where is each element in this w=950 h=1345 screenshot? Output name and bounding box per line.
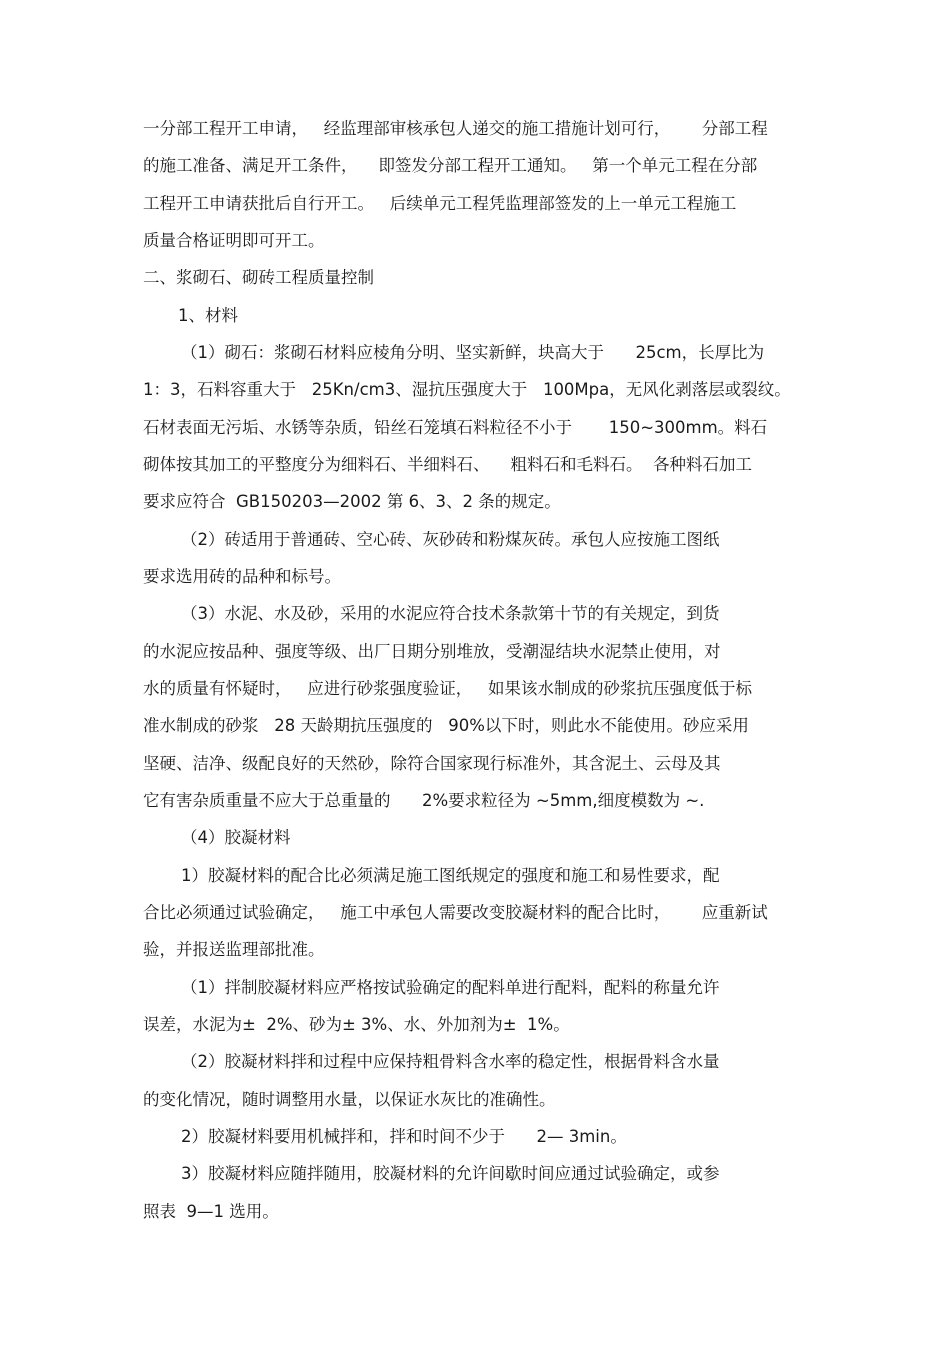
- paragraph-line: （1）拌制胶凝材料应严格按试验确定的配料单进行配料，配料的称量允许: [181, 978, 720, 997]
- paragraph-line: 合比必须通过试验确定， 施工中承包人需要改变胶凝材料的配合比时， 应重新试: [143, 903, 768, 922]
- paragraph-line: 的水泥应按品种、强度等级、出厂日期分别堆放，受潮湿结块水泥禁止使用，对: [143, 642, 721, 661]
- paragraph-line: 误差，水泥为± 2%、砂为± 3%、水、外加剂为± 1%。: [143, 1015, 570, 1034]
- paragraph-line: 质量合格证明即可开工。: [143, 231, 325, 250]
- paragraph-line: 准水制成的砂浆 28 天龄期抗压强度的 90%以下时，则此水不能使用。砂应采用: [143, 716, 749, 735]
- paragraph-line: 砌体按其加工的平整度分为细料石、半细料石、 粗料石和毛料石。 各种料石加工: [143, 455, 752, 474]
- paragraph-line: （2）胶凝材料拌和过程中应保持粗骨料含水率的稳定性，根据骨料含水量: [181, 1052, 720, 1071]
- paragraph-line: 的施工准备、满足开工条件， 即签发分部工程开工通知。 第一个单元工程在分部: [143, 156, 758, 175]
- paragraph-line: 要求选用砖的品种和标号。: [143, 567, 341, 586]
- paragraph-line: 照表 9—1 选用。: [143, 1202, 279, 1221]
- subsection-heading: 1、材料: [178, 306, 238, 325]
- paragraph-line: 2）胶凝材料要用机械拌和，拌和时间不少于 2— 3min。: [181, 1127, 627, 1146]
- paragraph-line: （1）砌石：浆砌石材料应棱角分明、坚实新鲜，块高大于 25cm，长厚比为: [181, 343, 765, 362]
- paragraph-line: 水的质量有怀疑时， 应进行砂浆强度验证， 如果该水制成的砂浆抗压强度低于标: [143, 679, 752, 698]
- paragraph-line: 的变化情况，随时调整用水量，以保证水灰比的准确性。: [143, 1090, 556, 1109]
- paragraph-line: 石材表面无污垢、水锈等杂质，铅丝石笼填石料粒径不小于 150~300mm。料石: [143, 418, 768, 437]
- subsection-heading: （4）胶凝材料: [181, 828, 291, 847]
- paragraph-line: 3）胶凝材料应随拌随用，胶凝材料的允许间歇时间应通过试验确定，或参: [181, 1164, 720, 1183]
- section-heading: 二、浆砌石、砌砖工程质量控制: [143, 268, 374, 287]
- paragraph-line: （2）砖适用于普通砖、空心砖、灰砂砖和粉煤灰砖。承包人应按施工图纸: [181, 530, 720, 549]
- paragraph-line: 工程开工申请获批后自行开工。 后续单元工程凭监理部签发的上一单元工程施工: [143, 194, 737, 213]
- paragraph-line: 1）胶凝材料的配合比必须满足施工图纸规定的强度和施工和易性要求，配: [181, 866, 720, 885]
- paragraph-line: 1：3，石料容重大于 25Kn/cm3、湿抗压强度大于 100Mpa，无风化剥落层或裂纹。: [143, 380, 791, 399]
- paragraph-line: 要求应符合 GB150203—2002 第 6、3、2 条的规定。: [143, 492, 561, 511]
- paragraph-line: 验，并报送监理部批准。: [143, 940, 325, 959]
- paragraph-line: 一分部工程开工申请， 经监理部审核承包人递交的施工措施计划可行， 分部工程: [143, 119, 768, 138]
- paragraph-line: 坚硬、洁净、级配良好的天然砂，除符合国家现行标准外，其含泥土、云母及其: [143, 754, 721, 773]
- paragraph-line: 它有害杂质重量不应大于总重量的 2%要求粒径为 ~5mm,细度模数为 ~.: [143, 791, 705, 810]
- paragraph-line: （3）水泥、水及砂，采用的水泥应符合技术条款第十节的有关规定，到货: [181, 604, 720, 623]
